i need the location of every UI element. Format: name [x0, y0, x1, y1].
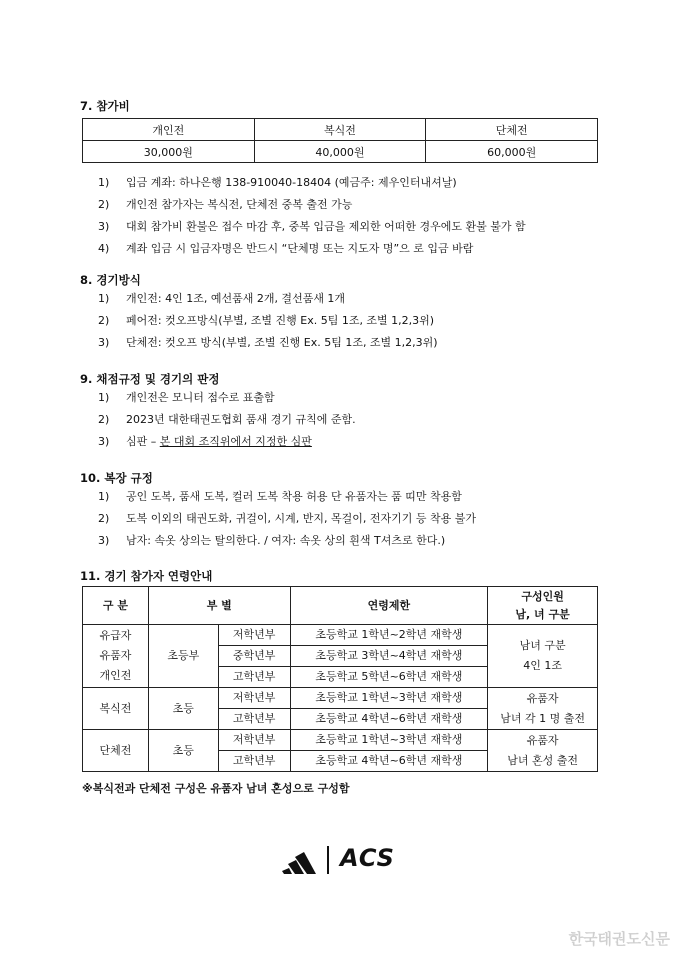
item-number: 2) [98, 413, 110, 426]
members-line: 유품자 [526, 733, 559, 747]
members-line: 유품자 [526, 691, 559, 705]
fee-header-team: 단체전 [426, 119, 598, 141]
section-10-title: 10. 복장 규정 [80, 471, 153, 485]
list-item [98, 411, 356, 433]
table-row [83, 625, 598, 646]
item-text: 심판 – [126, 435, 160, 448]
grade-cell: 고학년부 [218, 709, 290, 730]
fee-value-team: 60,000원 [426, 141, 598, 163]
fee-header-individual: 개인전 [83, 119, 255, 141]
members-line: 4인 1조 [523, 659, 562, 672]
section-9-list [98, 389, 356, 455]
item-text: 개인전: 4인 1조, 예선품새 2개, 결선품새 1개 [126, 292, 346, 305]
logo-text: ACS [340, 844, 395, 872]
item-number: 1) [98, 176, 110, 189]
fee-header-doubles: 복식전 [254, 119, 426, 141]
grade-cell: 저학년부 [218, 730, 290, 751]
members-line: 남녀 각 1 명 출전 [500, 711, 585, 725]
fee-table [82, 118, 598, 163]
section-9-title: 9. 채점규정 및 경기의 판정 [80, 372, 220, 386]
grade-cell: 저학년부 [218, 625, 290, 646]
members-individual [488, 625, 598, 688]
item-number: 3) [98, 435, 110, 448]
section-7-title: 7. 참가비 [80, 99, 130, 113]
list-item [98, 312, 438, 334]
list-item [98, 240, 526, 262]
item-text: 남자: 속옷 상의는 탈의한다. / 여자: 속옷 상의 흰색 T셔츠로 한다.) [126, 534, 446, 547]
item-number: 1) [98, 391, 110, 404]
members-team [488, 730, 598, 772]
item-number: 2) [98, 512, 110, 525]
item-text: 공인 도복, 품새 도복, 컬러 도복 착용 허용 단 유품자는 품 띠만 착용함 [126, 490, 462, 503]
underlined-text: 본 대회 조직위에서 지정한 심판 [159, 435, 312, 448]
item-number: 2) [98, 314, 110, 327]
age-cell: 초등학교 1학년~2학년 재학생 [290, 625, 488, 646]
grade-cell: 고학년부 [218, 751, 290, 772]
section-10-list [98, 488, 476, 554]
item-number: 1) [98, 292, 110, 305]
age-cell: 초등학교 3학년~4학년 재학생 [290, 646, 488, 667]
members-line: 남녀 구분 [519, 639, 566, 652]
item-number: 2) [98, 198, 110, 211]
table-row [83, 730, 598, 751]
age-table [82, 586, 598, 772]
header-age-limit: 연령제한 [290, 587, 488, 625]
division-doubles: 초등 [148, 688, 218, 730]
age-cell: 초등학교 1학년~3학년 재학생 [290, 688, 488, 709]
age-cell: 초등학교 5학년~6학년 재학생 [290, 667, 488, 688]
division-team: 초등 [148, 730, 218, 772]
age-cell: 초등학교 1학년~3학년 재학생 [290, 730, 488, 751]
grade-cell: 중학년부 [218, 646, 290, 667]
header-members [488, 587, 598, 625]
composition-note: ※복식전과 단체전 구성은 유품자 남녀 혼성으로 구성함 [82, 782, 350, 795]
item-text: 단체전: 컷오프 방식(부별, 조별 진행 Ex. 5팀 1조, 조별 1,2,3위) [126, 336, 438, 349]
list-item [98, 196, 526, 218]
item-number: 1) [98, 490, 110, 503]
item-number: 3) [98, 534, 110, 547]
fee-value-individual: 30,000원 [83, 141, 255, 163]
item-text: 입금 계좌: 하나은행 138-910040-18404 (예금주: 제우인터내셔날) [126, 176, 457, 189]
section-7-list [98, 174, 526, 262]
category-doubles: 복식전 [83, 688, 149, 730]
list-item [98, 290, 438, 312]
watermark: 한국태권도신문 [568, 930, 670, 948]
category-line: 유품자 [99, 649, 132, 662]
item-text: 대회 참가비 환불은 접수 마감 후, 중복 입금을 제외한 어떠한 경우에도 환불 불가 함 [126, 220, 526, 233]
category-individual [83, 625, 149, 688]
section-8-list [98, 290, 438, 356]
list-item [98, 334, 438, 356]
item-text: 페어전: 컷오프방식(부별, 조별 진행 Ex. 5팀 1조, 조별 1,2,3위) [126, 314, 435, 327]
age-cell: 초등학교 4학년~6학년 재학생 [290, 751, 488, 772]
table-row [83, 688, 598, 709]
members-line: 남녀 혼성 출전 [507, 753, 578, 767]
fee-value-doubles: 40,000원 [254, 141, 426, 163]
item-text: 개인전 참가자는 복식전, 단체전 중복 출전 가능 [126, 198, 353, 211]
list-item [98, 510, 476, 532]
grade-cell: 저학년부 [218, 688, 290, 709]
list-item [98, 389, 356, 411]
list-item [98, 174, 526, 196]
category-team: 단체전 [83, 730, 149, 772]
item-text: 도복 이외의 태권도화, 귀걸이, 시계, 반지, 목걸이, 전자기기 등 착용 불가 [126, 512, 476, 525]
category-line: 유급자 [99, 629, 132, 642]
header-division: 부 별 [148, 587, 290, 625]
grade-cell: 고학년부 [218, 667, 290, 688]
list-item [98, 218, 526, 240]
header-members-line2: 남, 녀 구분 [515, 607, 570, 621]
item-number: 3) [98, 220, 110, 233]
list-item [98, 532, 476, 554]
header-members-line1: 구성인원 [521, 589, 564, 603]
list-item [98, 433, 356, 455]
category-line: 개인전 [99, 669, 132, 682]
list-item [98, 488, 476, 510]
item-number: 4) [98, 242, 110, 255]
members-doubles [488, 688, 598, 730]
header-category: 구 분 [83, 587, 149, 625]
item-text: 2023년 대한태권도협회 품새 경기 규칙에 준함. [126, 413, 356, 426]
acs-logo [282, 840, 402, 876]
section-8-title: 8. 경기방식 [80, 273, 141, 287]
division-individual: 초등부 [148, 625, 218, 688]
age-cell: 초등학교 4학년~6학년 재학생 [290, 709, 488, 730]
section-11-title: 11. 경기 참가자 연령안내 [80, 569, 213, 583]
item-text: 계좌 입금 시 입금자명은 반드시 “단체명 또는 지도자 명”으 로 입금 바람 [126, 242, 474, 255]
item-number: 3) [98, 336, 110, 349]
item-text: 개인전은 모니터 점수로 표출함 [126, 391, 275, 404]
